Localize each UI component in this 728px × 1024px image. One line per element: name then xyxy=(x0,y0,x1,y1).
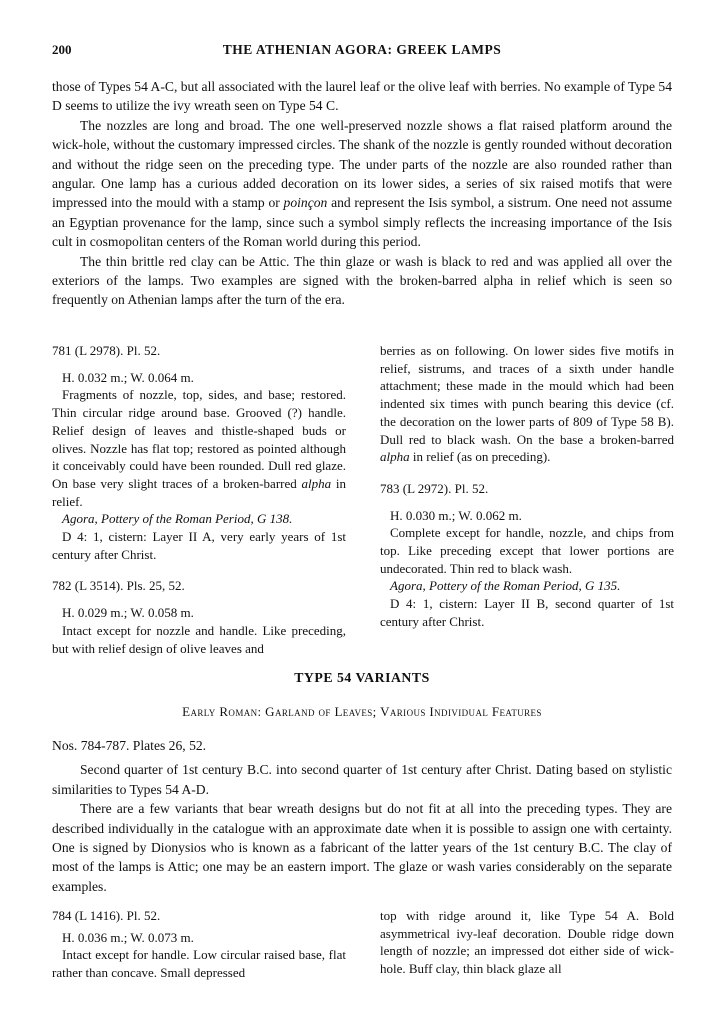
section-numbers: Nos. 784-787. Plates 26, 52. xyxy=(52,738,207,753)
intro-paragraph-3: The thin brittle red clay can be Attic. The thin glaze or wash is black to red and was applied all over the exteriors of the lamps. Two examples are signed with the broken-barred alpha in relief which is seen so frequently on Athenian lamps after the turn of the era. xyxy=(52,253,672,308)
entry-784-title: 784 (L 1416). Pl. 52. xyxy=(52,908,161,923)
entry-782-title: 782 (L 3514). Pls. 25, 52. xyxy=(52,578,185,594)
entry-781-title: 781 (L 2978). Pl. 52. xyxy=(52,343,161,358)
catalogue-column-right xyxy=(380,342,674,631)
section-heading: TYPE 54 VARIANTS xyxy=(294,670,430,685)
entry-784-dimensions: H. 0.036 m.; W. 0.073 m. xyxy=(62,929,194,945)
entry-781-dimensions: H. 0.032 m.; W. 0.064 m. xyxy=(62,369,194,385)
catalogue-column-left-2 xyxy=(52,907,346,982)
entry-783-title: 783 (L 2972). Pl. 52. xyxy=(380,480,489,496)
catalogue-column-left xyxy=(52,342,346,657)
entry-783-reference: Agora, Pottery of the Roman Period, G 135. xyxy=(390,578,621,594)
entry-781-description: Fragments of nozzle, top, sides, and base; restored. Thin circular ridge around base. Grooved (?) handle. Relief design of leaves and thistle-shaped buds or olives. Nozzle has flat top; restored as pointed although it conceivably could have been rounded. Dull red glaze. On base very slight traces of a broken-barred alpha in relief. xyxy=(52,387,346,509)
entry-783-description: Complete except for handle, nozzle, and chips from top. Like preceding except that lower portions are undecorated. Thin red to black wash. xyxy=(380,525,674,576)
entry-782-dimensions: H. 0.029 m.; W. 0.058 m. xyxy=(62,605,194,621)
entry-783-context: D 4: 1, cistern: Layer II B, second quarter of 1st century after Christ. xyxy=(380,596,674,629)
intro-paragraph-1: those of Types 54 A-C, but all associated with the laurel leaf or the olive leaf with berries. No example of Type 54 D seems to utilize the ivy wreath seen on Type 54 C. xyxy=(52,79,672,114)
page-number: 200 xyxy=(52,42,72,57)
entry-782-continuation: berries as on following. On lower sides five motifs in relief, sistrums, and traces of a sixth under handle attachment; these made in the mould which had been indented six times with punch bearing this device (cf. the decoration on the lower parts of 809 of Type 58 B). Dull red to black wash. On the base a broken-barred alpha in relief (as on preceding). xyxy=(380,343,674,465)
running-title: THE ATHENIAN AGORA: GREEK LAMPS xyxy=(222,42,502,57)
intro-paragraph-2: The nozzles are long and broad. The one well-preserved nozzle shows a flat raised platform around the wick-hole, without the customary impressed circles. The shank of the nozzle is gently rounded without decoration and without the ridge seen on the preceding type. The under parts of the nozzle are also rounded rather than angular. One lamp has a curious added decoration on its lower sides, a series of six raised motifs that were impressed into the mould with a stamp or poinçon and represent the Isis symbol, a sistrum. One need not assume an Egyptian provenance for the lamp, since such a symbol simply reflects the increasing importance of the Isis cult in cosmopolitan centers of the Roman world during this period. xyxy=(52,117,672,250)
catalogue-column-right-2 xyxy=(380,907,674,978)
intro-text xyxy=(52,77,672,310)
section-paragraph-2: There are a few variants that bear wreath designs but do not fit at all into the preceding types. They are described individually in the catalogue with an approximate date when it is possible to assign one with certainty. One is signed by Dionysios who is known as a fabricant of the latter years of the 1st century B.C. The clay of most of the lamps is Attic; one may be an eastern import. The glaze or wash varies considerably on the separate examples. xyxy=(52,801,672,894)
running-header xyxy=(52,40,672,60)
entry-782-description: Intact except for nozzle and handle. Like preceding, but with relief design of olive leaves and xyxy=(52,622,346,656)
entry-784-description: Intact except for handle. Low circular raised base, flat rather than concave. Small depressed xyxy=(52,947,346,981)
entry-783-dimensions: H. 0.030 m.; W. 0.062 m. xyxy=(390,507,522,523)
entry-781-context: D 4: 1, cistern: Layer II A, very early years of 1st century after Christ. xyxy=(52,529,346,562)
entry-784-continuation: top with ridge around it, like Type 54 A. Bold asymmetrical ivy-leaf decoration. Double ridge down length of nozzle; an impressed dot either side of wick-hole. Buff clay, thin black glaze all xyxy=(380,908,674,977)
section-subheading: Early Roman: Garland of Leaves; Various Individual Features xyxy=(182,704,542,719)
section-paragraph-1: Second quarter of 1st century B.C. into second quarter of 1st century after Christ. Dating based on stylistic similarities to Types 54 A-D. xyxy=(52,762,672,797)
section-text xyxy=(52,736,672,896)
entry-781-reference: Agora, Pottery of the Roman Period, G 138. xyxy=(62,511,293,527)
